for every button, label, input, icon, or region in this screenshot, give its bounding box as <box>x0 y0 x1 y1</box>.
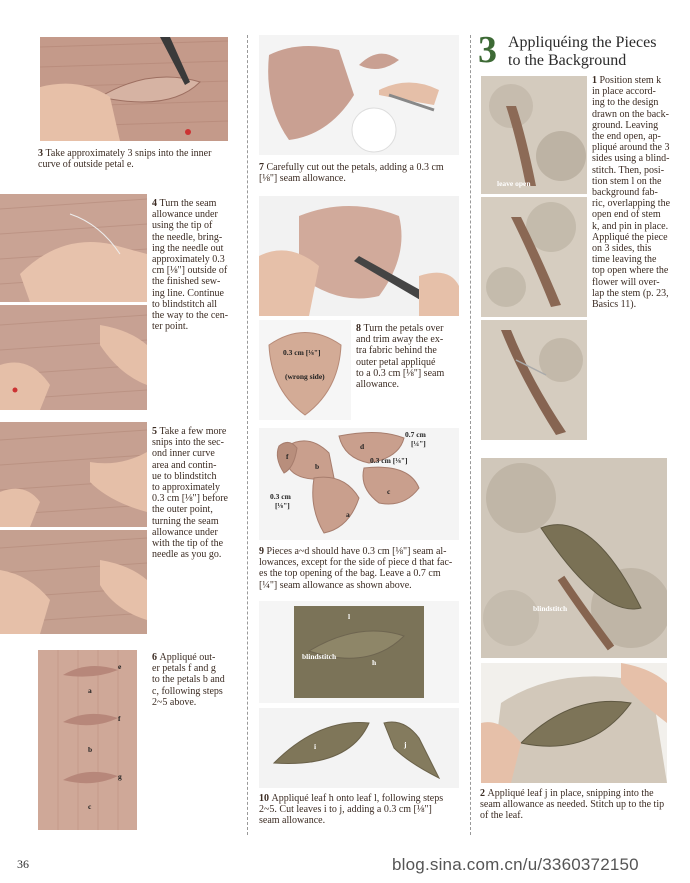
step4-line: the needle, bring- <box>152 231 223 243</box>
label-p10b-i: i <box>314 742 317 751</box>
step4-number: 4 <box>152 198 157 209</box>
label-p9-a: a <box>346 510 350 519</box>
step-r1-line: sides using a blind- <box>592 153 670 165</box>
step6-line: 2~5 above. <box>152 696 197 708</box>
step5-line: the outer point, <box>152 504 213 516</box>
step-r1-line: in place accord- <box>592 86 656 98</box>
step10-line: seam allowance. <box>259 815 326 827</box>
label-p6-e: e <box>118 662 122 671</box>
step9-line: es the top opening of the bag. Leave a 0.7 cm <box>259 568 441 580</box>
step3-line: Take approximately 3 snips into the inner <box>45 148 212 159</box>
step-r1-line: Basics 11). <box>592 299 637 311</box>
step8-line: Turn the petals over <box>363 323 444 334</box>
photo-step3-snips <box>40 37 228 141</box>
label-p9-f: f <box>286 452 289 461</box>
step-r2-line: Appliqué leaf j in place, snipping into the <box>487 788 654 799</box>
step8-text <box>356 323 466 390</box>
step5-text <box>152 426 242 560</box>
step-r1-line: ing to the design <box>592 97 659 109</box>
step9-line: Pieces a~d should have 0.3 cm [⅛"] seam al- <box>266 546 447 557</box>
step-r1-line: tion stem l on the <box>592 175 662 187</box>
step4-line: the way to the cen- <box>152 310 229 322</box>
step-r2-number: 2 <box>480 788 485 799</box>
label-r-blindstitch: blindstitch <box>533 604 568 613</box>
step-r2-line: of the leaf. <box>480 810 524 822</box>
step-r1-line: the end open, ap- <box>592 131 661 143</box>
photo-step5-top <box>0 422 147 527</box>
step3-text <box>38 148 238 170</box>
step4-line: cm [⅛"] outside of <box>152 265 228 277</box>
section-title-line2: to the Background <box>508 52 627 69</box>
label-p9-dim07b: [¼"] <box>411 439 426 448</box>
photo-step8-trim <box>259 196 459 316</box>
step-r1-text <box>592 75 688 310</box>
step5-line: with the tip of the <box>152 538 224 550</box>
label-r1-leave-open: leave open <box>497 179 531 188</box>
section-number: 3 <box>478 29 497 71</box>
label-p6-f: f <box>118 714 121 723</box>
step8-line: allowance. <box>356 379 400 391</box>
label-p6-c: c <box>88 802 92 811</box>
step-r1-number: 1 <box>592 75 597 86</box>
photo-step9-pieces <box>259 428 459 540</box>
photo-r1-stem-k <box>481 76 587 194</box>
step5-line: ond inner curve <box>152 448 215 460</box>
label-p9-c: c <box>387 487 391 496</box>
step5-line: to approximately <box>152 482 221 494</box>
label-p10b-j: j <box>404 740 407 749</box>
step5-line: allowance under <box>152 526 218 538</box>
step5-line: turning the seam <box>152 515 219 527</box>
step8-number: 8 <box>356 323 361 334</box>
column-divider-left <box>247 35 248 835</box>
photo-step8-wrong-side <box>259 320 351 420</box>
label-p8-wrong-side: (wrong side) <box>285 372 325 381</box>
step8-line: and trim away the ex- <box>356 334 444 346</box>
photo-r2-appliqueing <box>481 663 667 783</box>
label-p9-dim07a: 0.7 cm <box>405 430 426 439</box>
step6-line: c, following steps <box>152 685 223 697</box>
step8-line: tra fabric behind the <box>356 345 437 357</box>
step-r1-line: background fab- <box>592 187 658 199</box>
step4-line: ter point. <box>152 321 189 333</box>
step9-text <box>259 546 469 591</box>
watermark: blog.sina.com.cn/u/3360372150 <box>392 855 639 874</box>
step6-line: Appliqué out- <box>159 652 216 663</box>
photo-step7-cutting <box>259 35 459 155</box>
label-p6-a: a <box>88 686 92 695</box>
step5-line: needle as you go. <box>152 549 222 561</box>
section-title-line1: Appliquéing the Pieces <box>508 34 657 51</box>
step-r1-line: Position stem k <box>599 75 662 86</box>
photo-step10-leaves <box>259 708 459 788</box>
step6-text <box>152 652 242 708</box>
step6-number: 6 <box>152 652 157 663</box>
step-r2-line: seam allowance as needed. Stitch up to the tip <box>480 799 665 811</box>
step10-line: 2~5. Cut leaves i to j, adding a 0.3 cm [⅛"] <box>259 804 432 816</box>
step-r1-line: ground. Leaving <box>592 119 659 131</box>
label-p10-h: h <box>372 658 377 667</box>
step4-line: ing the needle out <box>152 242 224 254</box>
label-p10-blindstitch: blindstitch <box>302 652 337 661</box>
step4-line: to blindstitch all <box>152 298 217 310</box>
step10-line: Appliqué leaf h onto leaf l, following steps <box>271 793 444 804</box>
step-r1-line: ric, overlapping the <box>592 198 671 210</box>
step-r1-line: time leaving the <box>592 254 657 266</box>
step7-number: 7 <box>259 162 264 173</box>
step9-number: 9 <box>259 546 264 557</box>
step4-line: the finished sew- <box>152 276 221 288</box>
step-r1-line: Appliqué the piece <box>592 231 668 243</box>
label-p9-d: d <box>360 442 365 451</box>
step4-line: allowance under <box>152 209 218 221</box>
step4-text <box>152 198 242 332</box>
photo-step5-bottom <box>0 530 147 634</box>
photo-r2-large-leaf <box>481 458 667 658</box>
step4-line: ing line. Continue <box>152 287 224 299</box>
step7-line: Carefully cut out the petals, adding a 0.3 cm <box>266 162 444 173</box>
page-number: 36 <box>17 857 29 871</box>
label-p8-dim: 0.3 cm [⅛"] <box>283 348 321 357</box>
photo-step4-bottom <box>0 305 147 410</box>
step-r1-line: pliqué around the 3 <box>592 142 670 154</box>
step6-line: to the petals b and <box>152 674 225 686</box>
label-p6-g: g <box>118 772 122 781</box>
step8-line: to a 0.3 cm [⅛"] seam <box>356 367 445 379</box>
step3-line: curve of outside petal e. <box>38 159 134 171</box>
step6-line: er petals f and g <box>152 663 216 675</box>
label-p9-dim03l-a: 0.3 cm <box>270 492 291 501</box>
section-title <box>508 34 656 70</box>
step4-line: using the tip of <box>152 220 213 232</box>
step-r1-line: stitch. Then, posi- <box>592 164 665 176</box>
photo-step10-leaf <box>259 601 459 703</box>
step-r1-line: drawn on the back- <box>592 108 669 120</box>
step-r1-line: on 3 sides, this <box>592 243 652 255</box>
label-p9-dim03l-b: [⅛"] <box>275 501 290 510</box>
step5-line: ue to blindstitch <box>152 470 217 482</box>
step7-text <box>259 162 469 184</box>
step9-line: lowances, except for the side of piece d that fac- <box>259 557 453 569</box>
label-p10-l: l <box>348 612 351 621</box>
step-r1-line: k, and pin in place. <box>592 220 669 232</box>
step-r2-text <box>480 788 680 822</box>
step10-text <box>259 793 469 827</box>
step-r1-line: top open where the <box>592 265 669 277</box>
step-r1-line: lap the stem (p. 23, <box>592 287 669 299</box>
step5-line: Take a few more <box>159 426 227 437</box>
step5-line: snips into the sec- <box>152 437 224 449</box>
column-divider-right <box>470 35 471 835</box>
step4-line: approximately 0.3 <box>152 254 225 266</box>
step4-line: Turn the seam <box>159 198 217 209</box>
photo-step4-top <box>0 194 147 302</box>
photo-r1-pinned <box>481 320 587 440</box>
step10-number: 10 <box>259 793 269 804</box>
label-p6-b: b <box>88 745 93 754</box>
step3-number: 3 <box>38 148 43 159</box>
step5-line: 0.3 cm [⅛"] before <box>152 493 228 505</box>
step9-line: [¼"] seam allowance as shown above. <box>259 579 412 591</box>
step-r1-line: open end of stem <box>592 209 661 221</box>
step5-number: 5 <box>152 426 157 437</box>
step-r1-line: flower will over- <box>592 276 660 288</box>
label-p9-b: b <box>315 462 320 471</box>
label-p9-dim03r: 0.3 cm [⅛"] <box>370 456 408 465</box>
photo-r1-stem-l <box>481 197 587 317</box>
step8-line: outer petal appliqué <box>356 356 436 368</box>
step7-line: [⅛"] seam allowance. <box>259 173 346 185</box>
step5-line: area and contin- <box>152 459 217 471</box>
